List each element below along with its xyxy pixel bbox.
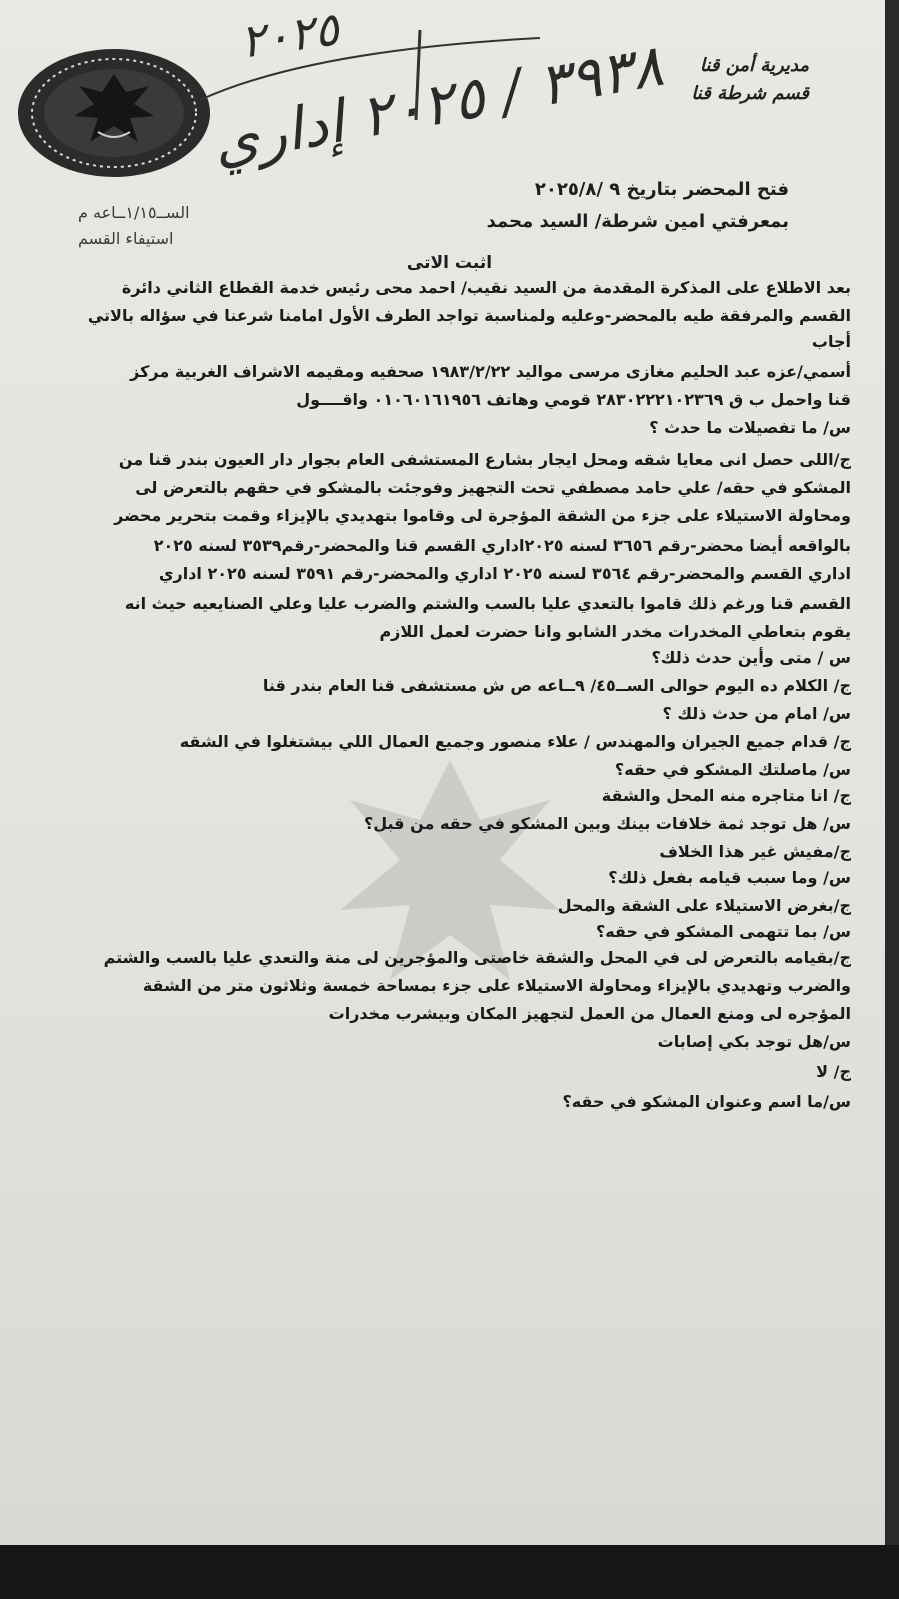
directorate-name: مديرية أمن قنا	[699, 55, 809, 76]
report-line: المؤجره لى ومنع العمال من العمل لتجهيز المكان وبيشرب مخدرات	[328, 1004, 851, 1023]
report-line: ج/ انا متاجره منه المحل والشقة	[601, 786, 851, 805]
report-title: اثبت الاتى	[406, 253, 493, 273]
report-line: اداري القسم والمحضر-رقم ٣٥٦٤ لسنه ٢٠٢٥ اداري والمحضر-رقم ٣٥٩١ لسنه ٢٠٢٥ اداري	[158, 564, 851, 583]
report-line: س/هل توجد بكي إصابات	[657, 1032, 851, 1051]
report-date: فتح المحضر بتاريخ ٩ /٢٠٢٥/٨	[534, 179, 789, 200]
report-line: ج/بغرض الاستيلاء على الشقة والمحل	[557, 896, 851, 915]
handwritten-strokes	[190, 10, 550, 160]
report-line: بالواقعه أيضا محضر-رقم ٣٦٥٦ لسنه ٢٠٢٥اداري القسم قنا والمحضر-رقم٣٥٣٩ لسنه ٢٠٢٥	[153, 536, 851, 555]
report-line: س/ امام من حدث ذلك ؟	[662, 704, 851, 723]
report-line: قنا واحمل ب ق ٢٨٣٠٢٢٢١٠٢٣٦٩ قومي وهاتف ٠١٠٦٠١٦١٩٥٦ واقــــول	[296, 390, 851, 409]
report-line: أسمي/عزه عبد الحليم مغازى مرسى مواليد ١٩٨٣/٢/٢٢ صحفيه ومقيمه الاشراف الغربية مركز	[130, 362, 851, 381]
report-line: ج/ الكلام ده اليوم حوالى الســ٤٥/ ٩ــاعه ص ش مستشفى قنا العام بندر قنا	[262, 676, 851, 695]
handwritten-case-number: ٣٩٣٨ / ٢٠٢٥ إداري	[207, 30, 668, 178]
report-line: ج/اللى حصل انى معايا شقه ومحل ايجار بشارع المستشفى العام بجوار دار العيون بندر قنا من	[118, 450, 851, 469]
report-line: س/ وما سبب قيامه بفعل ذلك؟	[608, 868, 851, 887]
report-line: ج/بقيامه بالتعرض لى في المحل والشقة خاصتى والمؤجرين لى منة والتعدي عليا بالسب والشتم	[103, 948, 851, 967]
report-line: ج/ لا	[816, 1062, 851, 1081]
report-line: س/ هل توجد ثمة خلافات بينك وبين المشكو في حقه من قبل؟	[363, 814, 851, 833]
report-line: القسم والمرفقة طيه بالمحضر-وعليه ولمناسبة تواجد الطرف الأول امامنا شرعنا في سؤاله بالاتي	[87, 306, 851, 325]
header-block	[691, 52, 809, 108]
report-line: س / متى وأين حدث ذلك؟	[651, 648, 851, 667]
background-surface	[0, 1545, 899, 1599]
report-line: س/ ما تفصيلات ما حدث ؟	[649, 418, 851, 437]
report-line: س/ بما تتهمى المشكو في حقه؟	[595, 922, 851, 941]
report-line: يقوم بتعاطي المخدرات مخدر الشابو وانا حضرت لعمل اللازم	[379, 622, 851, 641]
report-line: القسم قنا ورغم ذلك قاموا بالتعدي عليا بالسب والشتم والضرب عليا وعلي الصنايعيه حيث انه	[124, 594, 851, 613]
report-line: أجاب	[811, 332, 851, 351]
report-time-block	[78, 200, 190, 252]
police-seal-stamp	[14, 46, 214, 180]
report-line: ومحاولة الاستيلاء على جزء من الشقة المؤجرة لى وقاموا بتهديدي بالإيزاء وقمت بتحرير محضر	[114, 506, 851, 525]
report-line: س/ ماصلتك المشكو في حقه؟	[614, 760, 851, 779]
report-line: ج/ قدام جميع الجيران والمهندس / علاء منصور وجميع العمال اللي بيشتغلوا في الشقه	[179, 732, 851, 751]
report-completion: استيفاء القسم	[78, 229, 174, 248]
report-line: ج/مفيش غير هذا الخلاف	[659, 842, 851, 861]
page-edge-shadow	[885, 0, 899, 1599]
station-name: قسم شرطة قنا	[691, 83, 809, 104]
report-line: س/ما اسم وعنوان المشكو في حقه؟	[562, 1092, 851, 1111]
handwritten-year: ٢٠٢٥	[236, 1, 343, 69]
report-time: الســ١/١٥ــاعه م	[78, 203, 190, 222]
report-line: المشكو في حقه/ علي حامد مصطفي تحت التجهيز وفوجئت بالمشكو في حقهم بالتعرض لى	[135, 478, 851, 497]
report-line: بعد الاطلاع على المذكرة المقدمة من السيد نقيب/ احمد محى رئيس خدمة القطاع الثاني دائرة	[121, 278, 851, 297]
report-opening	[487, 174, 789, 238]
report-line: والضرب وتهديدي بالإيزاء ومحاولة الاستيلاء على جزء بمساحة خمسة وثلاثون متر من الشقة	[142, 976, 851, 995]
report-officer: بمعرفتي امين شرطة/ السيد محمد	[486, 211, 789, 232]
